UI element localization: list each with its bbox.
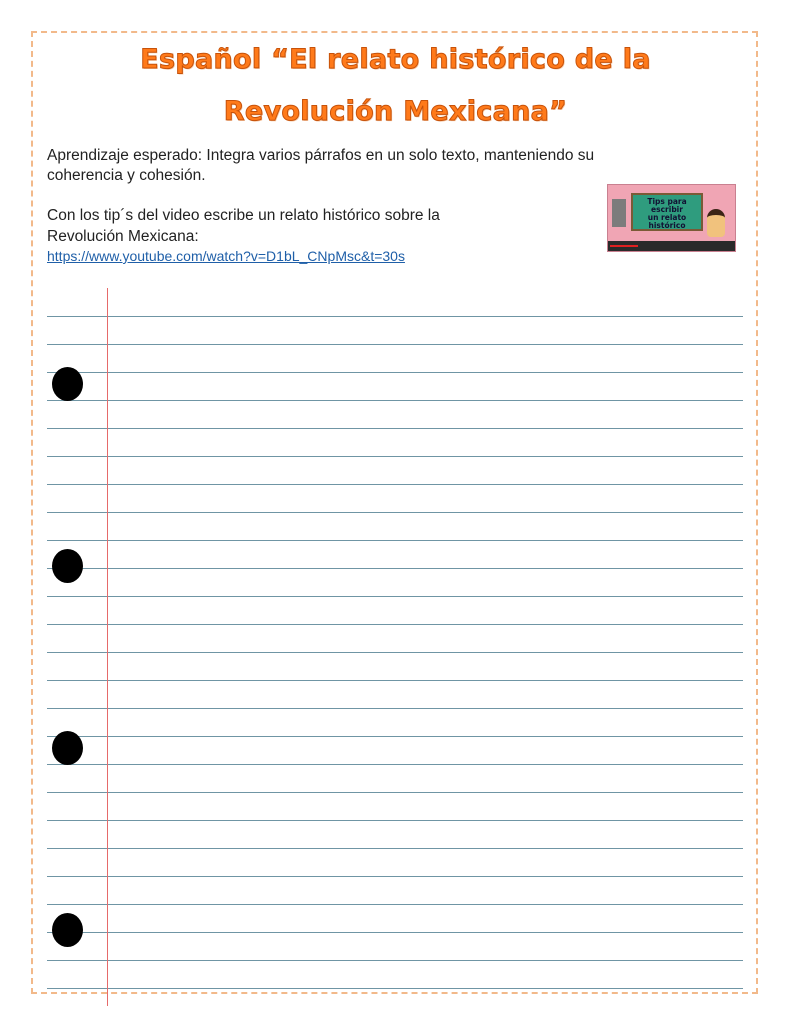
video-board-text-line-1: Tips para escribir	[647, 197, 687, 214]
ruled-line	[47, 960, 743, 961]
ruled-line	[47, 484, 743, 485]
ruled-line	[47, 624, 743, 625]
video-board-text-line-2: un relato	[647, 213, 687, 222]
ruled-line	[47, 596, 743, 597]
video-link[interactable]: https://www.youtube.com/watch?v=D1bL_CNpMsc&t=30s	[47, 248, 405, 264]
ruled-line	[47, 736, 743, 737]
ruled-line	[47, 316, 743, 317]
objective-line-2: coherencia y cohesión.	[47, 167, 206, 184]
ruled-line	[47, 764, 743, 765]
ruled-line	[47, 792, 743, 793]
ruled-line	[47, 568, 743, 569]
ruled-line	[47, 932, 743, 933]
teacher-illustration	[707, 209, 725, 237]
instruction-line-1: Con los tip´s del video escribe un relato histórico sobre la	[47, 207, 440, 224]
margin-line	[107, 288, 108, 1006]
ruled-line	[47, 820, 743, 821]
ruled-line	[47, 512, 743, 513]
ruled-line	[47, 708, 743, 709]
worksheet-title-line-2: Revolución Mexicana”	[223, 96, 568, 127]
punch-hole	[52, 731, 83, 765]
ruled-line	[47, 400, 743, 401]
ruled-line	[47, 904, 743, 905]
video-chalkboard	[631, 193, 703, 231]
punch-hole	[52, 549, 83, 583]
ruled-line	[47, 428, 743, 429]
objective-line-1: Aprendizaje esperado: Integra varios párrafos en un solo texto, manteniendo su	[47, 147, 595, 164]
punch-hole	[52, 367, 83, 401]
ruled-line	[47, 372, 743, 373]
video-progress-bar	[610, 245, 638, 247]
instruction-line-2: Revolución Mexicana:	[47, 228, 199, 245]
ruled-line	[47, 540, 743, 541]
video-board-text-line-3: histórico	[648, 221, 686, 230]
ruled-line	[47, 680, 743, 681]
video-thumbnail[interactable]	[607, 184, 736, 252]
video-board-text	[633, 198, 701, 230]
ruled-line	[47, 456, 743, 457]
video-side-panel	[612, 199, 626, 227]
ruled-line	[47, 876, 743, 877]
ruled-line	[47, 848, 743, 849]
worksheet-title-line-1: Español “El relato histórico de la	[140, 44, 651, 75]
punch-hole	[52, 913, 83, 947]
ruled-line	[47, 344, 743, 345]
ruled-line	[47, 988, 743, 989]
ruled-line	[47, 652, 743, 653]
